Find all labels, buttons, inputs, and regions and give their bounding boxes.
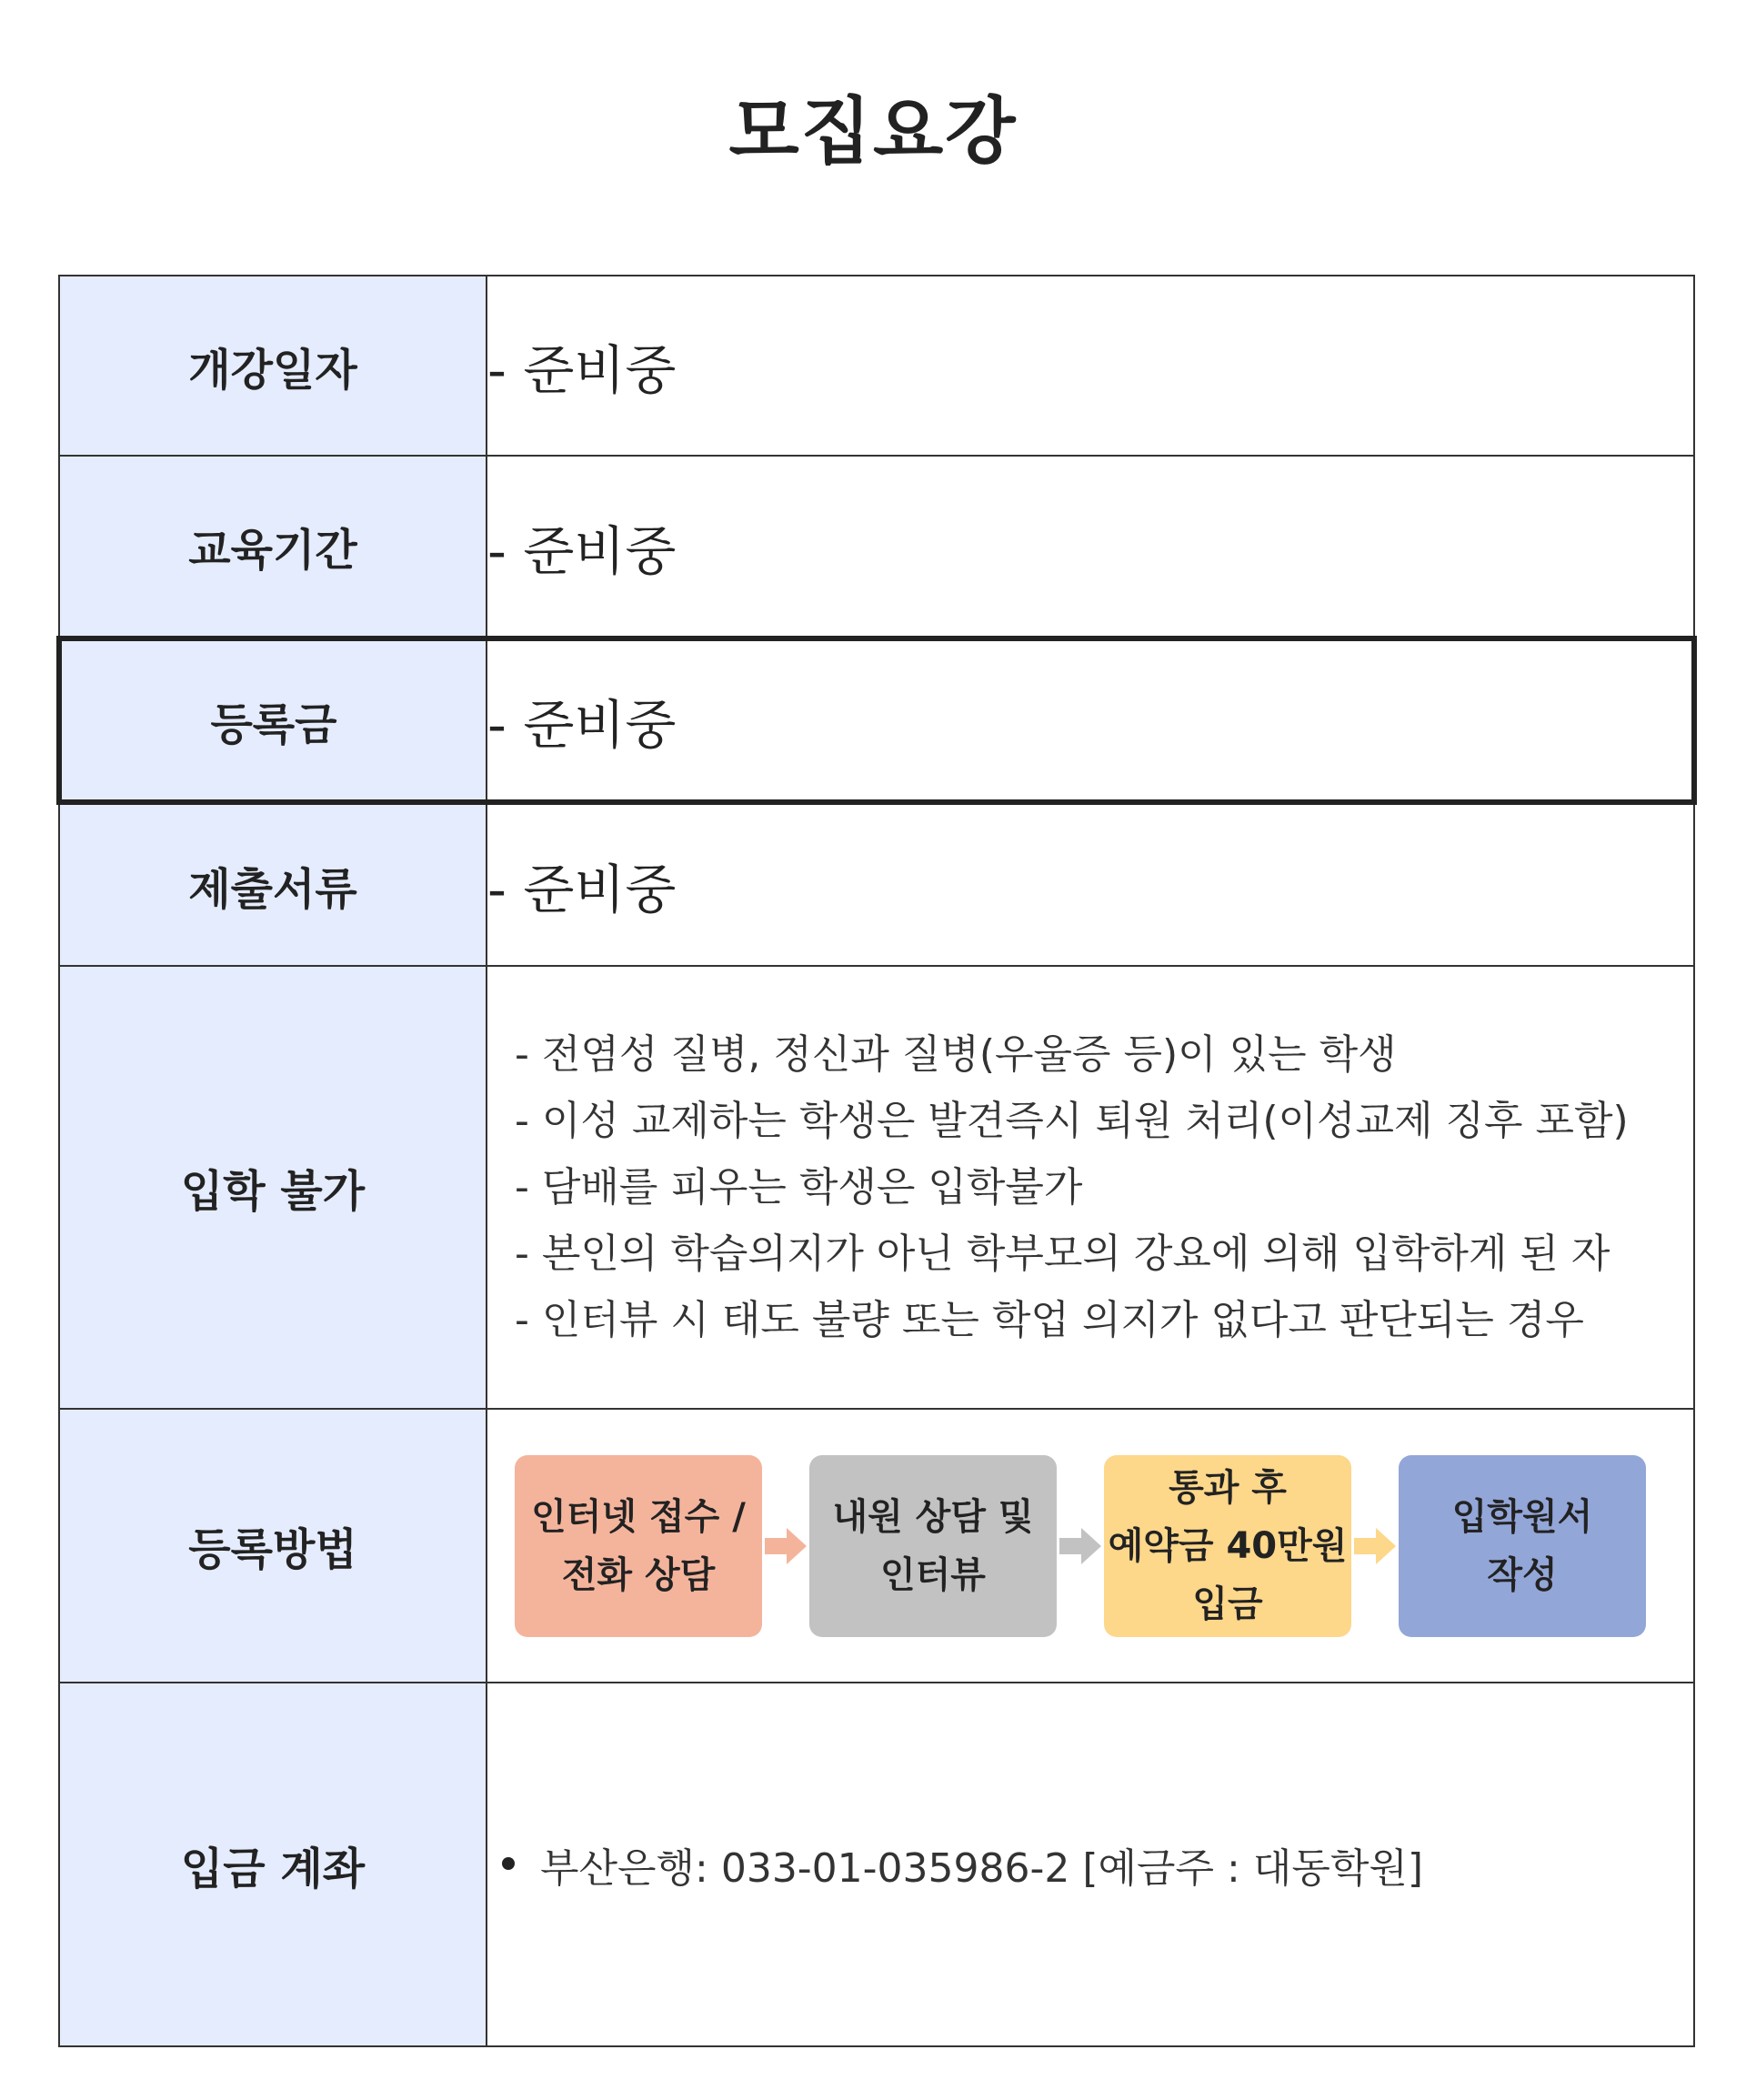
step-2-box bbox=[809, 1455, 1057, 1637]
row-period bbox=[59, 456, 1694, 638]
row-label: 교육기간 bbox=[59, 456, 487, 638]
documents-value: - 준비중 bbox=[487, 859, 677, 920]
row-label: 등록방법 bbox=[59, 1409, 487, 1683]
row-method bbox=[59, 1409, 1694, 1683]
row-tuition bbox=[59, 638, 1694, 802]
step-label: 입학원서 작성 bbox=[1451, 1495, 1593, 1596]
row-value bbox=[487, 276, 1694, 456]
list-item: - 인터뷰 시 태도 불량 또는 학업 의지가 없다고 판단되는 경우 bbox=[515, 1297, 1584, 1343]
step-4-box bbox=[1399, 1455, 1646, 1637]
start-date-value: - 준비중 bbox=[487, 339, 677, 401]
tuition-value: - 준비중 bbox=[487, 694, 677, 756]
step-label: 인터넷 접수 / 전화 상담 bbox=[531, 1495, 746, 1596]
row-start-date bbox=[59, 276, 1694, 456]
list-item: - 이성 교제하는 학생은 발견즉시 퇴원 처리(이성교제 징후 포함) bbox=[515, 1098, 1629, 1144]
arrow-right-icon bbox=[762, 1528, 809, 1564]
page-title: 모집요강 bbox=[728, 89, 1018, 174]
row-value bbox=[487, 1683, 1694, 2046]
row-documents bbox=[59, 802, 1694, 966]
step-1-box bbox=[515, 1455, 762, 1637]
registration-steps bbox=[487, 1455, 1693, 1637]
account-item bbox=[487, 1835, 1693, 1894]
row-label: 개강일자 bbox=[59, 276, 487, 456]
row-value bbox=[487, 638, 1694, 802]
arrow-right-icon bbox=[1351, 1528, 1399, 1564]
list-item: - 담배를 피우는 학생은 입학불가 bbox=[515, 1164, 1083, 1211]
row-value bbox=[487, 456, 1694, 638]
period-value: - 준비중 bbox=[487, 519, 677, 582]
list-item: - 본인의 학습의지가 아닌 학부모의 강요에 의해 입학하게 된 자 bbox=[515, 1231, 1611, 1277]
row-label: 입학 불가 bbox=[59, 966, 487, 1409]
step-3-box bbox=[1104, 1455, 1351, 1637]
row-account bbox=[59, 1683, 1694, 2046]
step-label: 내원 상담 및 인터뷰 bbox=[832, 1495, 1034, 1596]
arrow-right-icon bbox=[1057, 1528, 1104, 1564]
row-value bbox=[487, 966, 1694, 1409]
list-item: - 전염성 질병, 정신과 질병(우울증 등)이 있는 학생 bbox=[515, 1031, 1397, 1078]
row-ineligible bbox=[59, 966, 1694, 1409]
step-label: 통과 후 예약금 40만원 입금 bbox=[1108, 1466, 1348, 1625]
row-value bbox=[487, 1409, 1694, 1683]
row-label: 등록금 bbox=[59, 638, 487, 802]
bullet-icon bbox=[502, 1857, 515, 1870]
row-label: 제출서류 bbox=[59, 802, 487, 966]
recruitment-table bbox=[56, 275, 1697, 2047]
account-text: 부산은행: 033-01-035986-2 [예금주 : 대동학원] bbox=[540, 1845, 1424, 1892]
ineligible-list bbox=[487, 1021, 1693, 1353]
row-value bbox=[487, 802, 1694, 966]
row-label: 입금 계좌 bbox=[59, 1683, 487, 2046]
